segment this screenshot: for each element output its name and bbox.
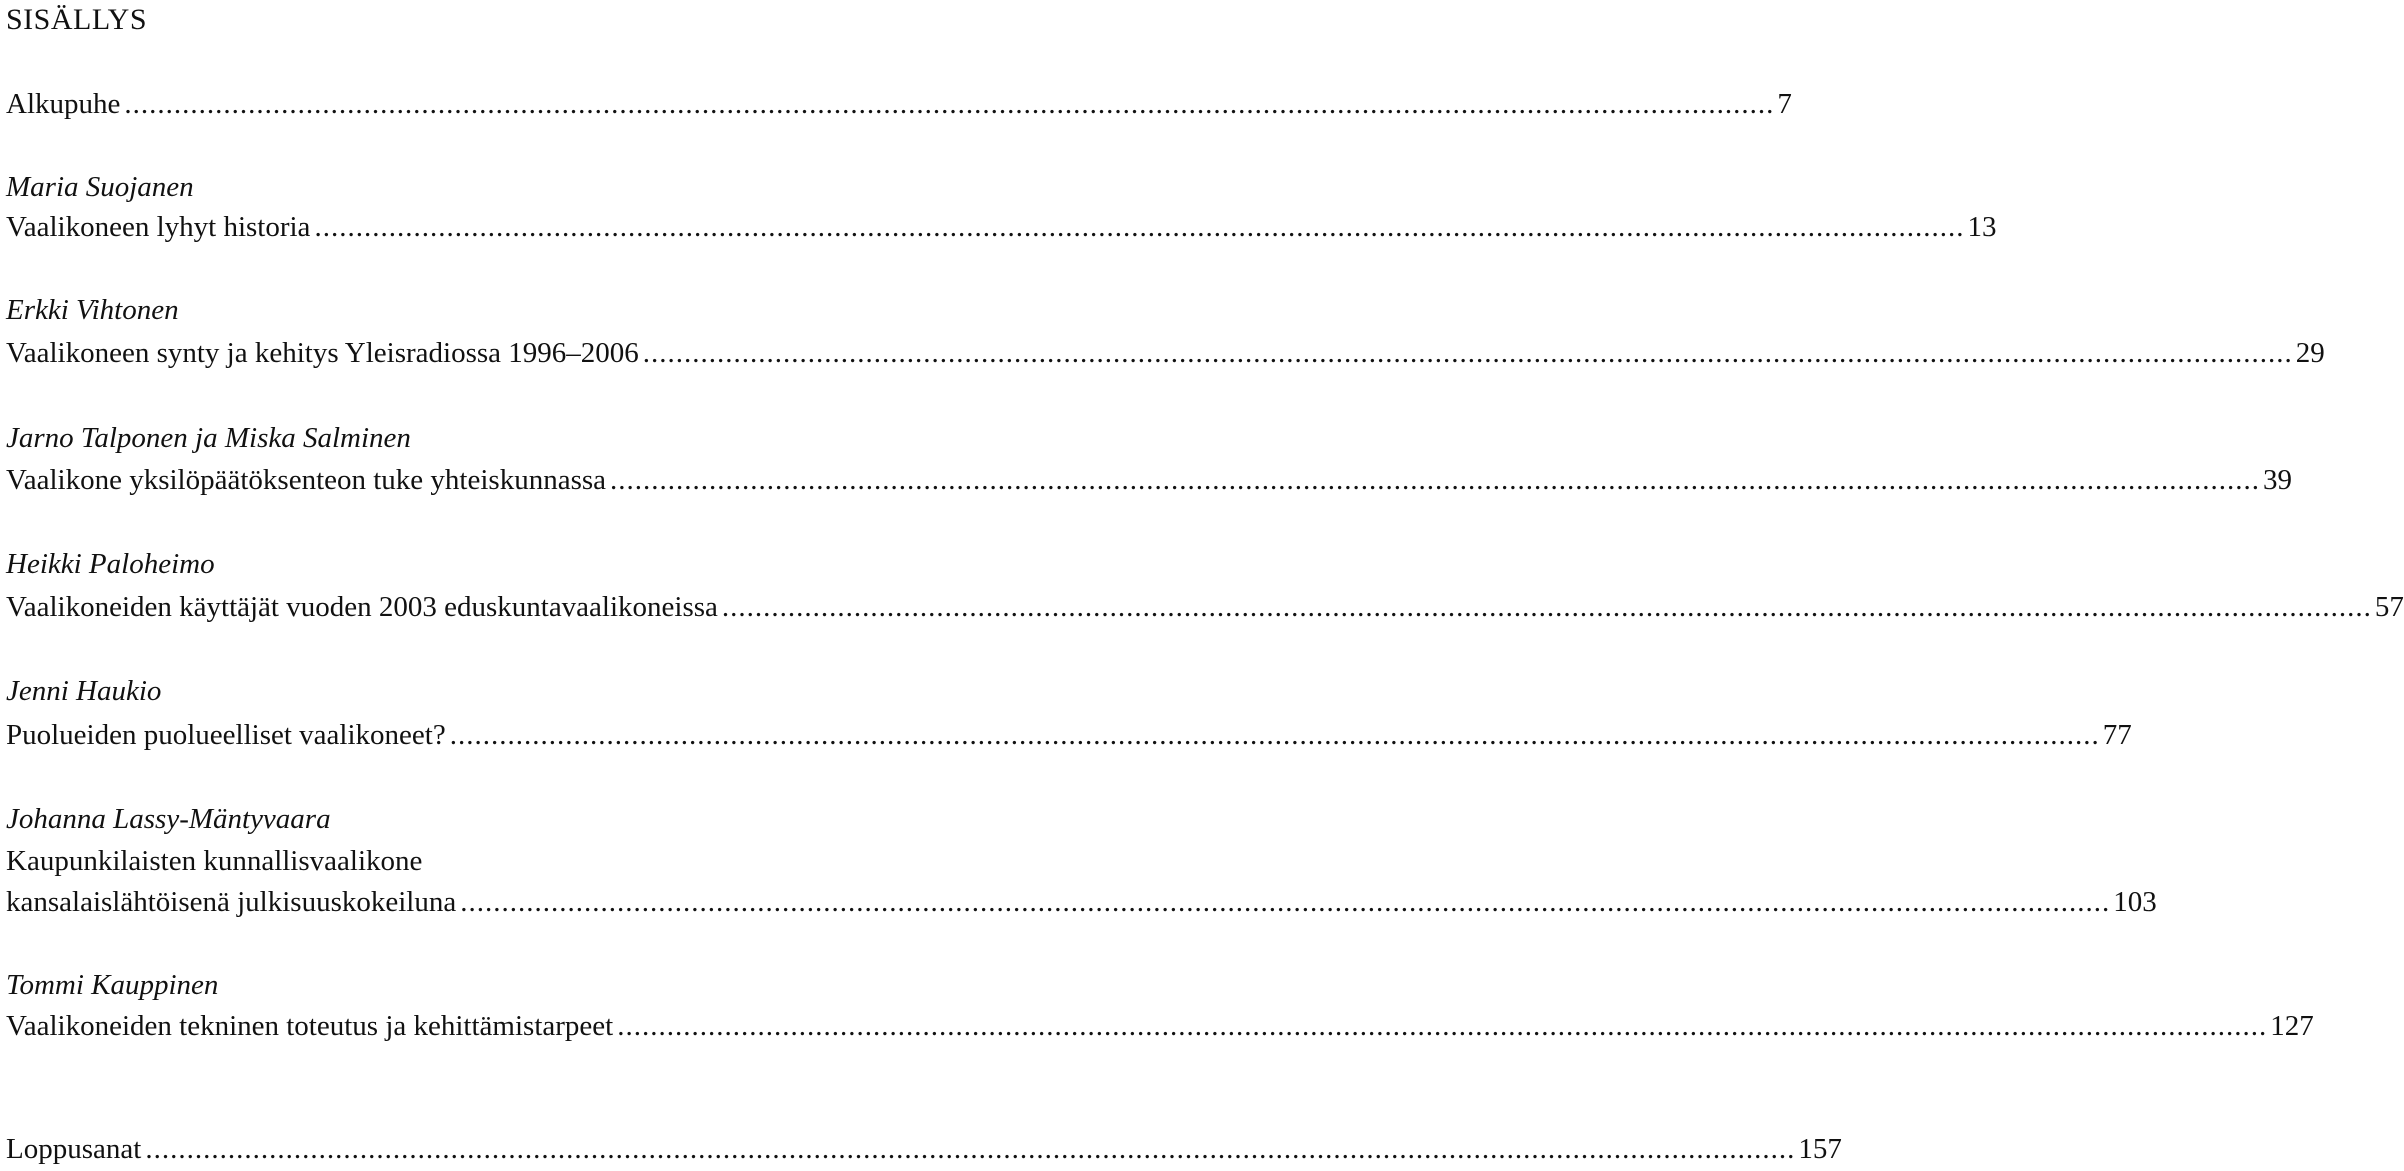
entry-title: Vaalikoneiden tekninen toteutus ja kehittämistarpeet xyxy=(6,1010,614,1042)
page-number: 57 xyxy=(2374,591,2404,623)
toc-entry-kauppinen[interactable] xyxy=(6,1008,2314,1044)
entry-author: Jarno Talponen ja Miska Salminen xyxy=(6,422,411,454)
page-number: 39 xyxy=(2263,464,2293,496)
page-number: 7 xyxy=(1777,88,1792,120)
toc-entry-haukio[interactable] xyxy=(6,717,2132,753)
dot-leader: ........................................................................................................................................................................................................ xyxy=(610,464,2261,496)
dot-leader: ........................................................................................................................................................................................................ xyxy=(314,211,1965,243)
page-number: 157 xyxy=(1798,1133,1842,1165)
entry-title: kansalaislähtöisenä julkisuuskokeiluna xyxy=(6,886,457,918)
entry-author: Jenni Haukio xyxy=(6,675,162,707)
entry-title: Vaalikoneen lyhyt historia xyxy=(6,211,311,243)
entry-title: Vaalikone yksilöpäätöksenteon tuke yhteiskunnassa xyxy=(6,464,607,496)
page-number: 29 xyxy=(2295,337,2325,369)
dot-leader: ........................................................................................................................................................................................................ xyxy=(449,719,2100,751)
entry-author: Tommi Kauppinen xyxy=(6,969,219,1001)
dot-leader: ........................................................................................................................................................................................................ xyxy=(642,337,2293,369)
dot-leader: ........................................................................................................................................................................................................ xyxy=(617,1010,2268,1042)
entry-title-line: Kaupunkilaisten kunnallisvaalikone xyxy=(6,845,423,877)
toc-entry-talponen-salminen[interactable] xyxy=(6,462,2293,498)
table-of-contents xyxy=(6,0,2404,1171)
toc-entry-loppusanat[interactable] xyxy=(6,1131,1842,1167)
page-number: 77 xyxy=(2102,719,2132,751)
entry-author: Heikki Paloheimo xyxy=(6,548,215,580)
toc-entry-alkupuhe[interactable] xyxy=(6,86,1792,122)
dot-leader: ........................................................................................................................................................................................................ xyxy=(721,591,2372,623)
toc-entry-suojanen[interactable] xyxy=(6,209,1997,245)
entry-title: Alkupuhe xyxy=(6,88,121,120)
entry-author: Maria Suojanen xyxy=(6,171,194,203)
entry-title: Vaalikoneiden käyttäjät vuoden 2003 eduskuntavaalikoneissa xyxy=(6,591,718,623)
dot-leader: ........................................................................................................................................................................................................ xyxy=(124,88,1775,120)
page-number: 103 xyxy=(2113,886,2157,918)
toc-entry-vihtonen[interactable] xyxy=(6,335,2325,371)
entry-title: Loppusanat xyxy=(6,1133,142,1165)
dot-leader: ........................................................................................................................................................................................................ xyxy=(460,886,2111,918)
entry-title: Puolueiden puolueelliset vaalikoneet? xyxy=(6,719,446,751)
page-title: SISÄLLYS xyxy=(6,3,148,36)
dot-leader: ........................................................................................................................................................................................................ xyxy=(145,1133,1796,1165)
entry-author: Erkki Vihtonen xyxy=(6,294,179,326)
page-number: 127 xyxy=(2270,1010,2314,1042)
entry-title: Vaalikoneen synty ja kehitys Yleisradiossa 1996–2006 xyxy=(6,337,639,369)
page-number: 13 xyxy=(1967,211,1997,243)
toc-entry-paloheimo[interactable] xyxy=(6,589,2404,625)
entry-author: Johanna Lassy-Mäntyvaara xyxy=(6,803,331,835)
toc-entry-lassy-mantyvaara[interactable] xyxy=(6,884,2157,920)
